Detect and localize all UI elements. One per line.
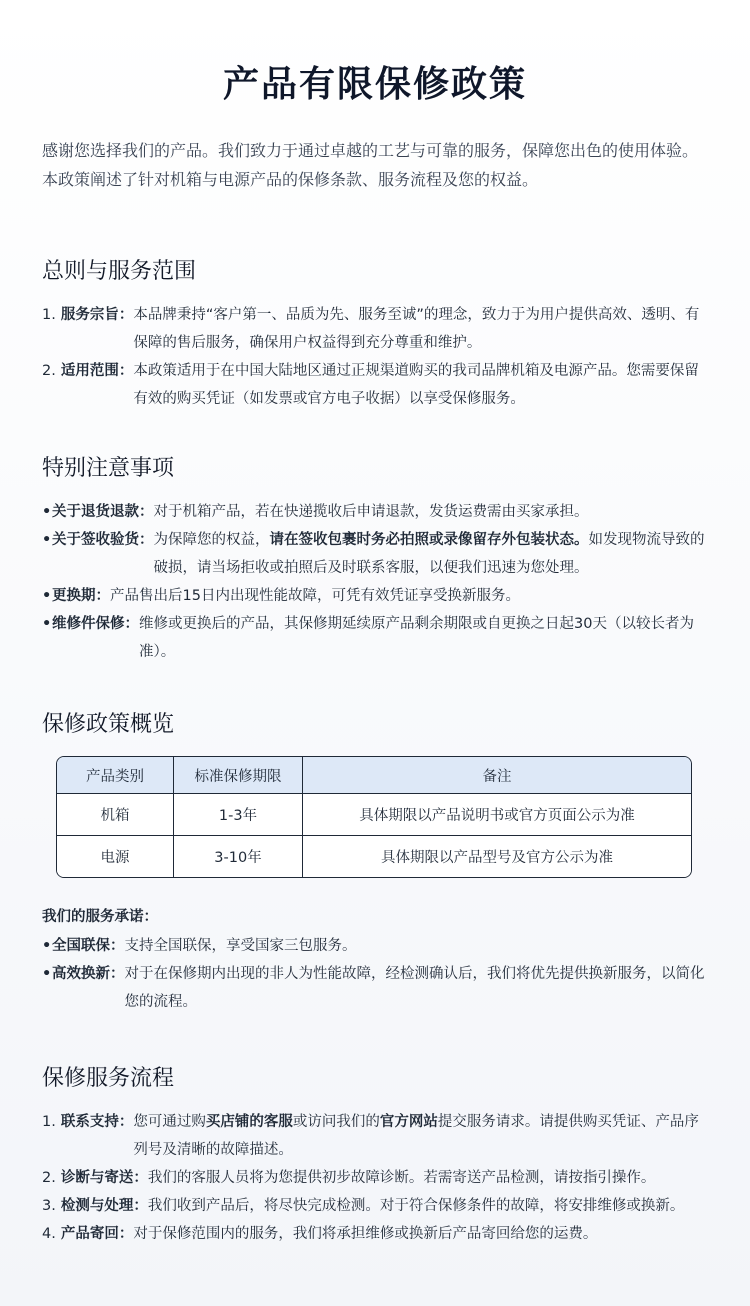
column-header: 产品类别 bbox=[57, 757, 174, 794]
list-item: 2. 适用范围： 本政策适用于在中国大陆地区通过正规渠道购买的我司品牌机箱及电源产品。您需要保留有效的购买凭证（如发票或官方电子收据）以享受保修服务。 bbox=[42, 357, 708, 413]
item-label: 关于签收验货： bbox=[52, 532, 154, 548]
emphasis-text: 请在签收包裹时务必拍照或录像留存外包装状态。 bbox=[269, 532, 589, 548]
item-label: 全国联保： bbox=[52, 938, 125, 954]
item-label: 适用范围： bbox=[60, 363, 134, 379]
list-item: 1. 联系支持： 您可通过购买店铺的客服或访问我们的官方网站提交服务请求。请提供购买凭证、产品序列号及清晰的故障描述。 bbox=[42, 1108, 708, 1164]
list-item: 4. 产品寄回： 对于保修范围内的服务，我们将承担维修或换新后产品寄回给您的运费。 bbox=[42, 1220, 708, 1248]
list-item bbox=[42, 582, 708, 610]
item-text: 对于在保修期内出现的非人为性能故障，经检测确认后，我们将优先提供换新服务，以简化您的流程。 bbox=[124, 966, 705, 1010]
page-title: 产品有限保修政策 bbox=[222, 64, 527, 105]
bullet-icon: • bbox=[42, 532, 52, 548]
table-cell: 电源 bbox=[57, 836, 174, 877]
promise-title: 我们的服务承诺： bbox=[42, 909, 158, 925]
list-item bbox=[42, 526, 708, 582]
table-cell: 具体期限以产品说明书或官方页面公示为准 bbox=[303, 794, 691, 836]
bullet-icon: • bbox=[42, 938, 52, 954]
table-cell: 3-10年 bbox=[174, 836, 303, 877]
promise-list bbox=[42, 932, 708, 1016]
table-row bbox=[57, 836, 691, 877]
item-text: 本品牌秉持“客户第一、品质为先、服务至诚”的理念，致力于为用户提供高效、透明、有保障的售后服务，确保用户权益得到充分尊重和维护。 bbox=[133, 307, 700, 351]
item-label: 检测与处理： bbox=[60, 1198, 148, 1214]
notes-list bbox=[42, 498, 708, 666]
item-text: 维修或更换后的产品，其保修期延续原产品剩余期限或自更换之日起30天（以较长者为准）。 bbox=[139, 616, 694, 660]
item-text: 对于保修范围内的服务，我们将承担维修或换新后产品寄回给您的运费。 bbox=[133, 1226, 598, 1242]
section-heading-process: 保修服务流程 bbox=[42, 1066, 175, 1091]
list-item bbox=[42, 932, 708, 960]
item-text: 为保障您的权益，请在签收包裹时务必拍照或录像留存外包装状态。如发现物流导致的破损，请当场拒收或拍照后及时联系客服，以便我们迅速为您处理。 bbox=[153, 532, 705, 576]
general-list bbox=[42, 301, 708, 413]
emphasis-text: 官方网站 bbox=[379, 1114, 438, 1130]
section-heading-general: 总则与服务范围 bbox=[42, 259, 197, 284]
process-list bbox=[42, 1108, 708, 1248]
list-item bbox=[42, 610, 708, 666]
list-item: 3. 检测与处理： 我们收到产品后，将尽快完成检测。对于符合保修条件的故障，将安排维修或换新。 bbox=[42, 1192, 708, 1220]
item-text: 支持全国联保，享受国家三包服务。 bbox=[124, 938, 357, 954]
item-text: 您可通过购买店铺的客服或访问我们的官方网站提交服务请求。请提供购买凭证、产品序列号及清晰的故障描述。 bbox=[133, 1114, 699, 1158]
item-label: 关于退货退款： bbox=[52, 504, 154, 520]
list-item: 2. 诊断与寄送： 我们的客服人员将为您提供初步故障诊断。若需寄送产品检测，请按指引操作。 bbox=[42, 1164, 708, 1192]
item-label: 高效换新： bbox=[52, 966, 125, 982]
bullet-icon: • bbox=[42, 966, 52, 982]
table-header-row bbox=[57, 757, 691, 794]
emphasis-text: 买店铺的客服 bbox=[205, 1114, 293, 1130]
table-row bbox=[57, 794, 691, 836]
warranty-table bbox=[56, 756, 692, 878]
item-text: 本政策适用于在中国大陆地区通过正规渠道购买的我司品牌机箱及电源产品。您需要保留有效的购买凭证（如发票或官方电子收据）以享受保修服务。 bbox=[133, 363, 699, 407]
table-cell: 1-3年 bbox=[174, 794, 303, 836]
table-cell: 具体期限以产品型号及官方公示为准 bbox=[303, 836, 691, 877]
list-item bbox=[42, 960, 708, 1016]
item-text: 对于机箱产品，若在快递揽收后申请退款，发货运费需由买家承担。 bbox=[153, 504, 589, 520]
item-text: 我们的客服人员将为您提供初步故障诊断。若需寄送产品检测，请按指引操作。 bbox=[147, 1170, 656, 1186]
item-label: 产品寄回： bbox=[60, 1226, 134, 1242]
item-label: 联系支持： bbox=[60, 1114, 134, 1130]
section-heading-overview: 保修政策概览 bbox=[42, 712, 175, 737]
bullet-icon: • bbox=[42, 616, 52, 632]
item-label: 诊断与寄送： bbox=[60, 1170, 148, 1186]
bullet-icon: • bbox=[42, 504, 52, 520]
list-item bbox=[42, 498, 708, 526]
section-heading-notes: 特别注意事项 bbox=[42, 456, 175, 481]
item-label: 维修件保修： bbox=[52, 616, 139, 632]
item-text: 产品售出后15日内出现性能故障，可凭有效凭证享受换新服务。 bbox=[110, 588, 520, 604]
column-header: 备注 bbox=[303, 757, 691, 794]
item-text: 我们收到产品后，将尽快完成检测。对于符合保修条件的故障，将安排维修或换新。 bbox=[147, 1198, 685, 1214]
bullet-icon: • bbox=[42, 588, 52, 604]
list-item: 1. 服务宗旨： 本品牌秉持“客户第一、品质为先、服务至诚”的理念，致力于为用户提供高效、透明、有保障的售后服务，确保用户权益得到充分尊重和维护。 bbox=[42, 301, 708, 357]
item-label: 更换期： bbox=[52, 588, 110, 604]
table-cell: 机箱 bbox=[57, 794, 174, 836]
item-label: 服务宗旨： bbox=[60, 307, 134, 323]
column-header: 标准保修期限 bbox=[174, 757, 303, 794]
intro-paragraph: 感谢您选择我们的产品。我们致力于通过卓越的工艺与可靠的服务，保障您出色的使用体验。本政策阐述了针对机箱与电源产品的保修条款、服务流程及您的权益。 bbox=[42, 141, 699, 189]
